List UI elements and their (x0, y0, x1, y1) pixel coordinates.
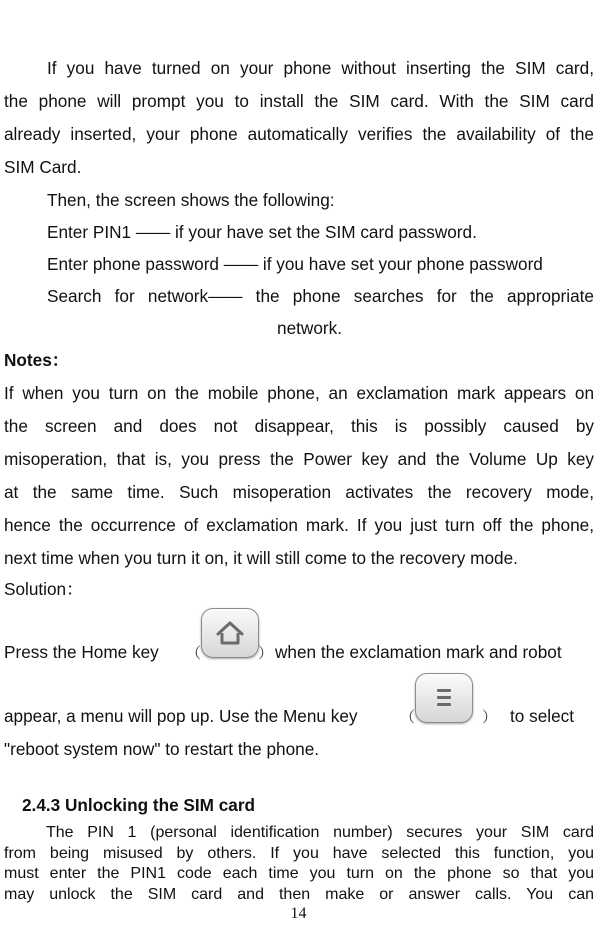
notes-line2: the screen and does not disappear, this is possibly caused by (4, 416, 594, 436)
notes-line4: at the same time. Such misoperation activates the recovery mode, (4, 482, 594, 502)
menu-icon (416, 674, 472, 722)
para1-line4: SIM Card. (4, 157, 82, 177)
para2-item1: Enter PIN1 —— if your have set the SIM card password. (47, 222, 477, 242)
solution-heading: Solution： (4, 579, 84, 599)
para2-item2: Enter phone password —— if you have set your phone password (47, 254, 543, 274)
notes-line3: misoperation, that is, you press the Power key and the Volume Up key (4, 449, 594, 469)
section-line3: must enter the PIN1 code each time you turn on the phone so that you (4, 865, 594, 882)
section-line1: The PIN 1 (personal identification number) secures your SIM card (46, 824, 594, 841)
section-line4: may unlock the SIM card and then make or answer calls. You can (4, 886, 594, 903)
notes-line1: If when you turn on the mobile phone, an exclamation mark appears on (4, 383, 594, 403)
home-icon (202, 609, 258, 657)
menu-key-button (415, 673, 473, 723)
para2-item3-cont: network. (277, 318, 342, 338)
home-key-button (201, 608, 259, 658)
section-title: 2.4.3 Unlocking the SIM card (22, 795, 256, 815)
notes-heading: Notes： (4, 350, 69, 370)
para2-item3: Search for network—— the phone searches for the appropriate (47, 286, 594, 306)
para2-intro: Then, the screen shows the following: (47, 190, 335, 210)
paren-close-1: ） (258, 645, 274, 662)
paren-open-2: （ (400, 709, 416, 726)
para1-line2: the phone will prompt you to install the SIM card. With the SIM card (4, 91, 594, 111)
notes-line5: hence the occurrence of exclamation mark. If you just turn off the phone, (4, 515, 594, 535)
para1-line1: If you have turned on your phone without inserting the SIM card, (47, 58, 594, 78)
page-number: 14 (290, 905, 307, 922)
solution-line2-end: to select (510, 706, 575, 726)
solution-line3: "reboot system now" to restart the phone. (4, 739, 320, 759)
para1-line3: already inserted, your phone automatically verifies the availability of the (4, 124, 594, 144)
solution-line1-start: Press the Home key (4, 642, 159, 662)
paren-close-2: ） (482, 709, 498, 726)
section-line2: from being misused by others. If you have selected this function, you (4, 845, 594, 862)
solution-line2-start: appear, a menu will pop up. Use the Menu key (4, 706, 358, 726)
notes-line6: next time when you turn it on, it will still come to the recovery mode. (4, 548, 518, 568)
solution-line1-end: when the exclamation mark and robot (275, 642, 562, 662)
paren-open-1: （ (186, 645, 202, 662)
